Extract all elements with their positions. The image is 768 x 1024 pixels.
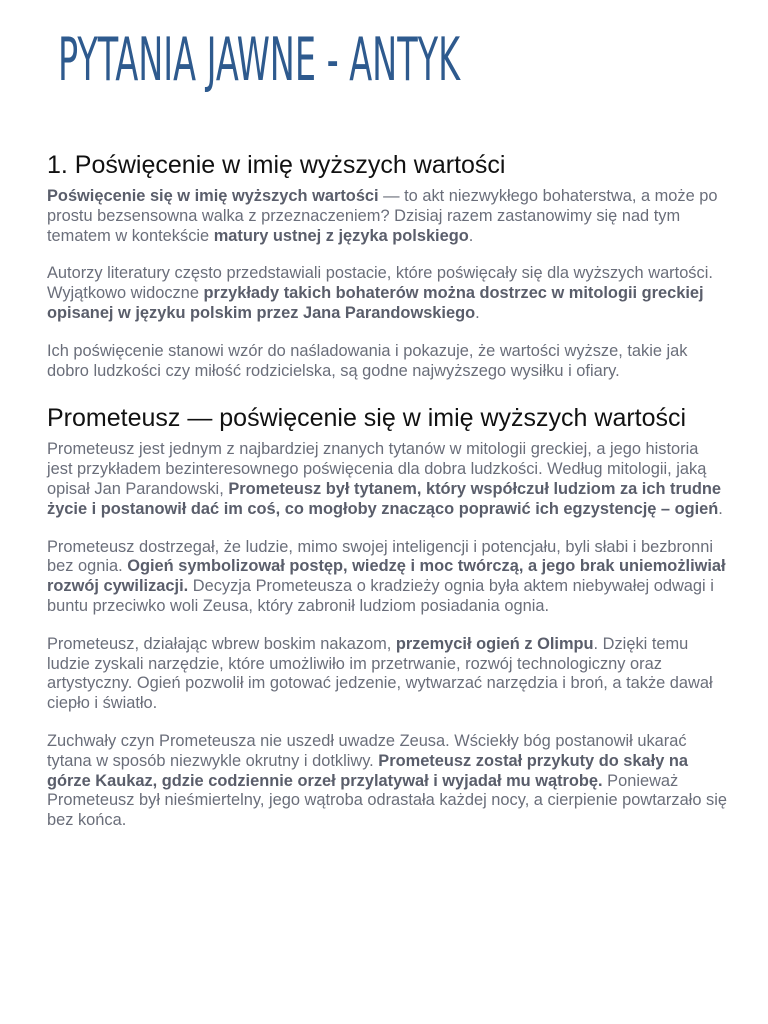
bold-text: Prometeusz był tytanem, który współczuł ludziom za ich trudne życie i postanowił dać im coś, co mogłoby znacząco poprawić ich egzystencję – ogień <box>47 479 722 518</box>
document-title: PYTANIA JAWNE - ANTYK <box>58 25 461 95</box>
text-span: Ponieważ Prometeusz był nieśmiertelny, jego wątroba odrastała każdej nocy, a cierpienie powtarzało się bez końca. <box>47 771 727 830</box>
document-body <box>47 150 727 849</box>
bold-text: Ogień symbolizował postęp, wiedzę i moc twórczą, a jego brak uniemożliwiał rozwój cywilizacji. <box>47 557 726 596</box>
paragraph <box>47 440 727 519</box>
section-heading-1: 1. Poświęcenie w imię wyższych wartości <box>47 151 506 179</box>
text-span: Prometeusz, działając wbrew boskim nakazom, <box>47 634 396 653</box>
paragraph <box>47 342 727 382</box>
section-heading-2: Prometeusz — poświęcenie się w imię wyższych wartości <box>47 404 687 433</box>
text-span: . <box>718 499 723 518</box>
bold-text: przykłady takich bohaterów można dostrzec w mitologii greckiej opisanej w języku polskim przez Jana Parandowskiego <box>47 284 704 322</box>
paragraph <box>47 264 727 323</box>
paragraph <box>47 732 727 831</box>
text-span: . <box>468 226 474 245</box>
text-span: Zuchwały czyn Prometeusza nie uszedł uwadze Zeusa. Wściekły bóg postanowił ukarać tytana w sposób niezwykle okrutny i dotkliwy. <box>47 731 687 770</box>
bold-text: matury ustnej z języka polskiego <box>213 226 469 245</box>
text-span: — to akt niezwykłego bohaterstwa, a może po prostu bezsensowna walka z przeznaczeniem? Dzisiaj razem zastanowimy się nad tym tematem w kontekście <box>47 187 718 245</box>
bold-text: przemycił ogień z Olimpu <box>395 634 594 653</box>
bold-text: Prometeusz został przykuty do skały na górze Kaukaz, gdzie codziennie orzeł przylatywał i wyjadał mu wątrobę. <box>47 751 688 790</box>
paragraph <box>47 538 727 617</box>
text-span: . <box>475 303 480 322</box>
text-span: Prometeusz jest jednym z najbardziej znanych tytanów w mitologii greckiej, a jego historia jest przykładem bezinteresownego poświęcenia dla dobra ludzkości. Według mitologii, jaką opisał Jan Parandowski, <box>47 440 707 498</box>
text-span: Autorzy literatury często przedstawiali postacie, które poświęcały się dla wyższych wartości. Wyjątkowo widoczne <box>47 264 713 303</box>
paragraph <box>47 187 727 246</box>
text-span: Decyzja Prometeusza o kradzieży ognia była aktem niebywałej odwagi i buntu przeciwko woli Zeusa, który zabronił ludziom posiadania ognia. <box>47 577 714 615</box>
text-span: Prometeusz dostrzegał, że ludzie, mimo swojej inteligencji i potencjału, byli słabi i bezbronni bez ognia. <box>47 537 713 576</box>
paragraph <box>47 635 727 714</box>
text-span: . Dzięki temu ludzie zyskali narzędzie, które umożliwiło im przetrwanie, rozwój technologiczny oraz artystyczny. Ogień pozwolił im gotować jedzenie, wytwarzać narzędzia i broń, a także dawał ciepło i światło. <box>47 634 713 713</box>
bold-text: Poświęcenie się w imię wyższych wartości <box>47 187 379 205</box>
text-span: Ich poświęcenie stanowi wzór do naśladowania i pokazuje, że wartości wyższe, takie jak dobro ludzkości czy miłość rodzicielska, są godne najwyższego wysiłku i ofiary. <box>47 341 688 380</box>
